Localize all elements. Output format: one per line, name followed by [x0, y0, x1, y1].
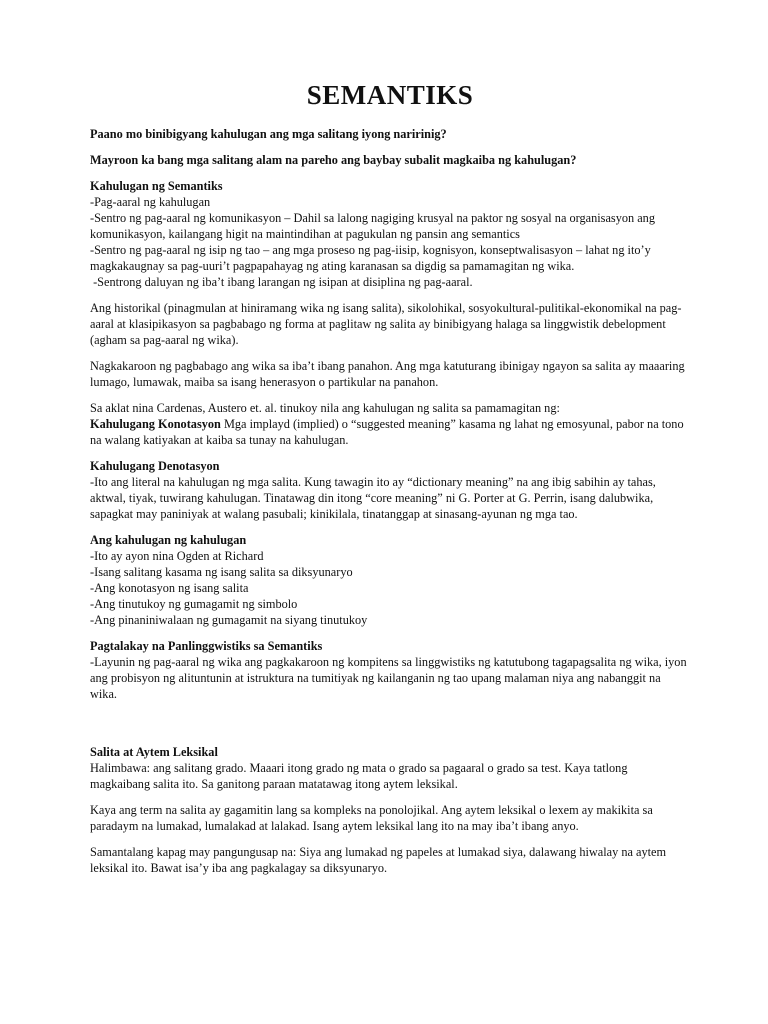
question-1: Paano mo binibigyang kahulugan ang mga salitang iyong naririnig? [90, 127, 447, 141]
page-title: SEMANTIKS [306, 80, 474, 110]
paragraph-pagbabago: Nagkakaroon ng pagbabago ang wika sa iba’t ibang panahon. Ang mga katuturang ibinigay ngayon sa salita ay maaaring lumago, lumawak, maiba sa isang henerasyon o partikular na panahon. [90, 359, 685, 389]
salita-text: Halimbawa: ang salitang grado. Maaari itong grado ng mata o grado sa pagaaral o grado sa test. Kaya tatlong magkaibang salita ito. Sa ganitong paraan matatawag itong aytem leksikal. [90, 761, 628, 791]
list-item: -Ang tinutukoy ng gumagamit ng simbolo [90, 597, 298, 611]
list-item: -Pag-aaral ng kahulugan [90, 195, 211, 209]
spacer [90, 712, 690, 744]
section-heading: Pagtalakay na Panlinggwistiks sa Semantiks [90, 639, 323, 653]
list-item: -Sentro ng pag-aaral ng komunikasyon – Dahil sa lalong nagiging krusyal na paktor ng sosyal na organisasyon ang komunikasyon, kailangang higit na maintindihan at pagukulan ng pansin ang semantics [90, 211, 655, 241]
section-kahulugan [90, 178, 690, 290]
question-2: Mayroon ka bang mga salitang alam na pareho ang baybay subalit magkaiba ng kahulugan? [90, 153, 577, 167]
konotasyon-term: Kahulugang Konotasyon [90, 417, 221, 431]
list-item: -Ang konotasyon ng isang salita [90, 581, 249, 595]
list-item: -Ang pinaniniwalaan ng gumagamit na siyang tinutukoy [90, 613, 368, 627]
section-konotasyon [90, 400, 690, 448]
list-item: -Sentro ng pag-aaral ng isip ng tao – ang mga proseso ng pag-iisip, kognisyon, konseptwalisasyon – lahat ng ito’y magkakaugnay sa pag-uuri’t pagpapahayag ng ating karanasan sa digdig sa pamamagitan ng wika. [90, 243, 651, 273]
section-kahulugan-ng-kahulugan [90, 532, 690, 628]
paragraph-kaya: Kaya ang term na salita ay gagamitin lang sa kompleks na ponolojikal. Ang aytem leksikal o lexem ay makikita sa paradaym na lumakad, lumalakad at lalakad. Isang aytem leksikal lang ito na may iba’t ibang anyo. [90, 803, 653, 833]
section-salita [90, 744, 690, 792]
list-item: -Isang salitang kasama ng isang salita sa diksyunaryo [90, 565, 353, 579]
section-pagtalakay [90, 638, 690, 702]
section-heading: Ang kahulugan ng kahulugan [90, 533, 247, 547]
section-heading: Kahulugang Denotasyon [90, 459, 220, 473]
document-page [90, 78, 690, 886]
konotasyon-definition [90, 416, 690, 448]
pagtalakay-text: -Layunin ng pag-aaral ng wika ang pagkakaroon ng kompitens sa linggwistiks ng katutubong tagapagsalita ng wika, iyon ang probisyon ng alituntunin at istruktura na tumitiyak ng kailanganin ng tao upang malaman niya ang nabanggit na wika. [90, 655, 687, 701]
list-item: -Ito ay ayon nina Ogden at Richard [90, 549, 264, 563]
list-item: -Sentrong daluyan ng iba’t ibang larangan ng isipan at disiplina ng pag-aaral. [90, 275, 473, 289]
konotasyon-text: Mga implayd (implied) o “suggested meaning” kasama ng lahat ng emosyunal, pabor na tono na walang katiyakan at kaiba sa tunay na kahulugan. [90, 417, 684, 447]
denotasyon-text: -Ito ang literal na kahulugan ng mga salita. Kung tawagin ito ay “dictionary meaning” na ang ibig sabihin ay tahas, aktwal, tiyak, tuwirang kahulugan. Tinatawag din itong “core meaning” ni G. Porter at G. Perrin, isang dalubwika, sapagkat may paniniyak at walang pasubali; kinikilala, tinatanggap at sinasang-ayunan ng mga tao. [90, 475, 656, 521]
paragraph-historikal: Ang historikal (pinagmulan at hiniramang wika ng isang salita), sikolohikal, sosyokultural-pulitikal-ekonomikal na pag-aaral at klasipikasyon sa pagbabago ng forma at paglitaw ng salita ay binibigyang halaga sa linggwistik debelopment (agham sa pag-aaral ng wika). [90, 301, 682, 347]
paragraph-samantalang: Samantalang kapag may pangungusap na: Siya ang lumakad ng papeles at lumakad siya, dalawang hiwalay na aytem leksikal ito. Bawat isa’y iba ang pagkalagay sa diksyunaryo. [90, 845, 667, 875]
section-heading: Kahulugan ng Semantiks [90, 179, 223, 193]
section-heading: Salita at Aytem Leksikal [90, 745, 218, 759]
konotasyon-intro: Sa aklat nina Cardenas, Austero et. al. tinukoy nila ang kahulugan ng salita sa pamamagitan ng: [90, 401, 560, 415]
section-denotasyon [90, 458, 690, 522]
